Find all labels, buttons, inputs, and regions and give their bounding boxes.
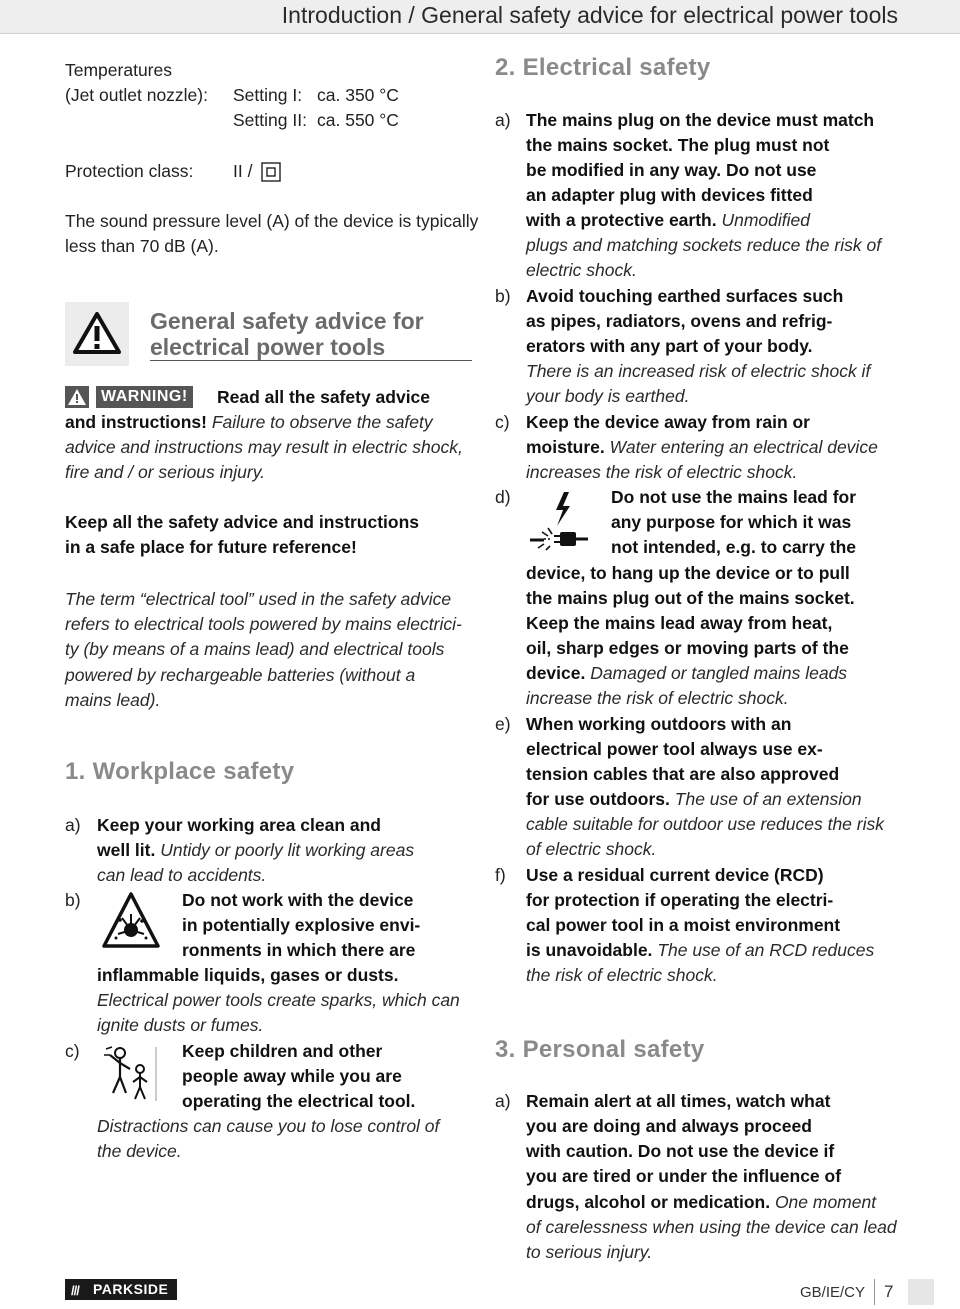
- workplace-a-line-2: [97, 840, 414, 861]
- class-ii-insulation-icon: [261, 162, 281, 182]
- electrical-e-italic-6: of electric shock.: [526, 839, 657, 859]
- explosion-hazard-icon: [100, 890, 162, 952]
- temperatures-label: Temperatures: [65, 60, 172, 80]
- personal-a-bold-4: you are tired or under the influence of: [526, 1166, 842, 1186]
- warning-italic-line-1: Failure to observe the safety: [211, 412, 433, 432]
- term-line: powered by rechargeable batteries (without a: [65, 664, 416, 685]
- electrical-b-bold-1: Avoid touching earthed surfaces such: [526, 286, 844, 306]
- item-letter-d: d): [495, 487, 511, 507]
- term-line: ty (by means of a mains lead) and electrical tools: [65, 639, 445, 660]
- term-line: mains lead).: [65, 689, 161, 710]
- item-letter-c: c): [495, 412, 510, 432]
- page-number: 7: [884, 1282, 894, 1301]
- electric-shock-plug-icon: [526, 488, 592, 554]
- electrical-e-bold-1: When working outdoors with an: [526, 714, 792, 734]
- electrical-e-italic-4: The use of an extension: [674, 789, 862, 809]
- children-away-icon: [100, 1043, 162, 1105]
- logo-bars: ///: [71, 1283, 79, 1298]
- electrical-a-bold-1: The mains plug on the device must match: [526, 110, 875, 130]
- general-safety-heading-line-2: electrical power tools: [150, 334, 386, 360]
- electrical-b-italic-2: your body is earthed.: [526, 386, 690, 406]
- electrical-d-line-8: [526, 663, 847, 684]
- warning-italic-line-2: advice and instructions may result in electric shock,: [65, 437, 463, 457]
- electrical-d-italic-9: increase the risk of electric shock.: [526, 688, 789, 708]
- header-divider: [0, 33, 960, 34]
- keep-children-away-pictogram: [100, 1043, 162, 1105]
- item-letter-a: a): [495, 1091, 511, 1111]
- personal-a-bold-5: drugs, alcohol or medication.: [526, 1192, 771, 1212]
- electrical-e-bold-2: electrical power tool always use ex-: [526, 739, 823, 759]
- electrical-b-bold-3: erators with any part of your body.: [526, 336, 813, 356]
- item-letter-a: a): [495, 110, 511, 130]
- electrical-c-italic-2: Water entering an electrical device: [609, 437, 878, 457]
- personal-safety-heading: 3. Personal safety: [495, 1036, 705, 1063]
- electrical-d-bold-5: the mains plug out of the mains socket.: [526, 588, 855, 608]
- warning-triangle-icon: [65, 302, 129, 366]
- electrical-a-italic-5: Unmodified: [721, 210, 811, 230]
- workplace-c-bold-2: people away while you are: [182, 1066, 402, 1086]
- personal-a-bold-3: with caution. Do not use the device if: [526, 1141, 835, 1161]
- keep-instructions-line-2: in a safe place for future reference!: [65, 537, 357, 557]
- electrical-d-italic-8: Damaged or tangled mains leads: [590, 663, 848, 683]
- mains-lead-pictogram: [526, 488, 592, 554]
- item-letter-a: a): [65, 815, 81, 835]
- page-header-title: Introduction / General safety advice for electrical power tools: [281, 2, 898, 28]
- warning-italic-line-3: fire and / or serious injury.: [65, 462, 266, 482]
- electrical-c-bold-1: Keep the device away from rain or: [526, 412, 810, 432]
- electrical-f-italic-5: the risk of electric shock.: [526, 965, 718, 985]
- electrical-e-line-4: [526, 789, 862, 810]
- electrical-a-italic-6: plugs and matching sockets reduce the risk of: [526, 235, 882, 255]
- warning-sign-box: [65, 302, 129, 366]
- personal-a-italic-6: of carelessness when using the device can lead: [526, 1217, 897, 1237]
- country-code: GB/IE/CY: [800, 1284, 866, 1301]
- electrical-f-bold-1: Use a residual current device (RCD): [526, 865, 824, 885]
- item-letter-f: f): [495, 865, 506, 885]
- logo-name: PARKSIDE: [93, 1281, 169, 1297]
- electrical-d-bold-3: not intended, e.g. to carry the: [611, 537, 857, 557]
- personal-a-italic-5: One moment: [774, 1192, 877, 1212]
- heading-underline: [150, 360, 472, 361]
- workplace-c-bold-1: Keep children and other: [182, 1041, 383, 1061]
- sound-level-line-2: less than 70 dB (A).: [65, 236, 219, 256]
- protection-class-value: II /: [233, 161, 253, 181]
- term-definition-paragraph: [65, 587, 462, 713]
- electrical-a-line-5: [526, 210, 810, 231]
- sound-level-line-1: The sound pressure level (A) of the device is typically: [65, 211, 479, 231]
- electrical-e-bold-3: tension cables that are also approved: [526, 764, 840, 784]
- electrical-e-bold-4: for use outdoors.: [526, 789, 670, 809]
- electrical-d-bold-1: Do not use the mains lead for: [611, 487, 857, 507]
- warning-badge-triangle: [65, 386, 89, 408]
- personal-a-italic-7: to serious injury.: [526, 1242, 653, 1262]
- keep-instructions-line-1: Keep all the safety advice and instructions: [65, 512, 419, 532]
- electrical-d-bold-8: device.: [526, 663, 586, 683]
- electrical-c-bold-2: moisture.: [526, 437, 605, 457]
- item-letter-b: b): [495, 286, 511, 306]
- electrical-f-bold-2: for protection if operating the electri-: [526, 890, 834, 910]
- workplace-a-italic-2: Untidy or poorly lit working areas: [160, 840, 415, 860]
- electrical-d-bold-7: oil, sharp edges or moving parts of the: [526, 638, 849, 658]
- jet-outlet-label: (Jet outlet nozzle):: [65, 85, 208, 105]
- parkside-logo: [65, 1279, 177, 1300]
- workplace-b-bold-1: Do not work with the device: [182, 890, 414, 910]
- setting-1-label: Setting I:: [233, 85, 303, 105]
- electrical-d-bold-6: Keep the mains lead away from heat,: [526, 613, 833, 633]
- electrical-safety-heading: 2. Electrical safety: [495, 54, 711, 81]
- workplace-b-italic-2: ignite dusts or fumes.: [97, 1015, 264, 1035]
- term-line: refers to electrical tools powered by mains electrici-: [65, 614, 462, 635]
- electrical-f-bold-4: is unavoidable.: [526, 940, 653, 960]
- electrical-c-line-2: [526, 437, 878, 458]
- electrical-b-bold-2: as pipes, radiators, ovens and refrig-: [526, 311, 833, 331]
- workplace-b-bold-4: inflammable liquids, gases or dusts.: [97, 965, 399, 985]
- footer-divider: [874, 1279, 875, 1305]
- workplace-a-italic-3: can lead to accidents.: [97, 865, 267, 885]
- workplace-b-italic-1: Electrical power tools create sparks, which can: [97, 990, 460, 1010]
- electrical-e-italic-5: cable suitable for outdoor use reduces the risk: [526, 814, 884, 834]
- electrical-b-italic-1: There is an increased risk of electric shock if: [526, 361, 871, 381]
- warning-small-icon: [65, 386, 89, 408]
- electrical-d-bold-2: any purpose for which it was: [611, 512, 852, 532]
- warning-bold-line-2: and instructions!: [65, 412, 207, 432]
- workplace-c-italic-1: Distractions can cause you to lose control of: [97, 1116, 440, 1136]
- workplace-safety-heading: 1. Workplace safety: [65, 758, 295, 785]
- electrical-c-italic-3: increases the risk of electric shock.: [526, 462, 798, 482]
- electrical-a-bold-2: the mains socket. The plug must not: [526, 135, 830, 155]
- setting-2-label: Setting II:: [233, 110, 307, 130]
- protection-class-label: Protection class:: [65, 161, 194, 181]
- warning-bold-line-1: Read all the safety advice: [217, 387, 431, 407]
- workplace-b-bold-2: in potentially explosive envi-: [182, 915, 421, 935]
- item-letter-e: e): [495, 714, 511, 734]
- electrical-a-bold-5: with a protective earth.: [526, 210, 717, 230]
- warning-label-badge: WARNING!: [96, 386, 193, 408]
- electrical-f-bold-3: cal power tool in a moist environment: [526, 915, 841, 935]
- personal-a-bold-1: Remain alert at all times, watch what: [526, 1091, 831, 1111]
- footer-tab-marker: [908, 1279, 934, 1305]
- workplace-c-italic-2: the device.: [97, 1141, 182, 1161]
- setting-2-value: ca. 550 °C: [317, 110, 399, 130]
- electrical-a-bold-4: an adapter plug with devices fitted: [526, 185, 813, 205]
- workplace-c-bold-3: operating the electrical tool.: [182, 1091, 416, 1111]
- workplace-a-bold-1: Keep your working area clean and: [97, 815, 381, 835]
- electrical-a-bold-3: be modified in any way. Do not use: [526, 160, 817, 180]
- electrical-f-italic-4: The use of an RCD reduces: [657, 940, 875, 960]
- term-line: The term “electrical tool” used in the safety advice: [65, 589, 452, 609]
- personal-a-line-5: [526, 1192, 876, 1213]
- electrical-f-line-4: [526, 940, 874, 961]
- explosive-warning-pictogram: [100, 890, 162, 952]
- setting-1-value: ca. 350 °C: [317, 85, 399, 105]
- electrical-d-bold-4: device, to hang up the device or to pull: [526, 563, 850, 583]
- item-letter-c: c): [65, 1041, 80, 1061]
- electrical-a-italic-7: electric shock.: [526, 260, 637, 280]
- workplace-a-bold-2: well lit.: [97, 840, 156, 860]
- workplace-b-bold-3: ronments in which there are: [182, 940, 416, 960]
- item-letter-b: b): [65, 890, 81, 910]
- warning-line-2: [65, 412, 433, 433]
- personal-a-bold-2: you are doing and always proceed: [526, 1116, 812, 1136]
- general-safety-heading-line-1: General safety advice for: [150, 308, 424, 334]
